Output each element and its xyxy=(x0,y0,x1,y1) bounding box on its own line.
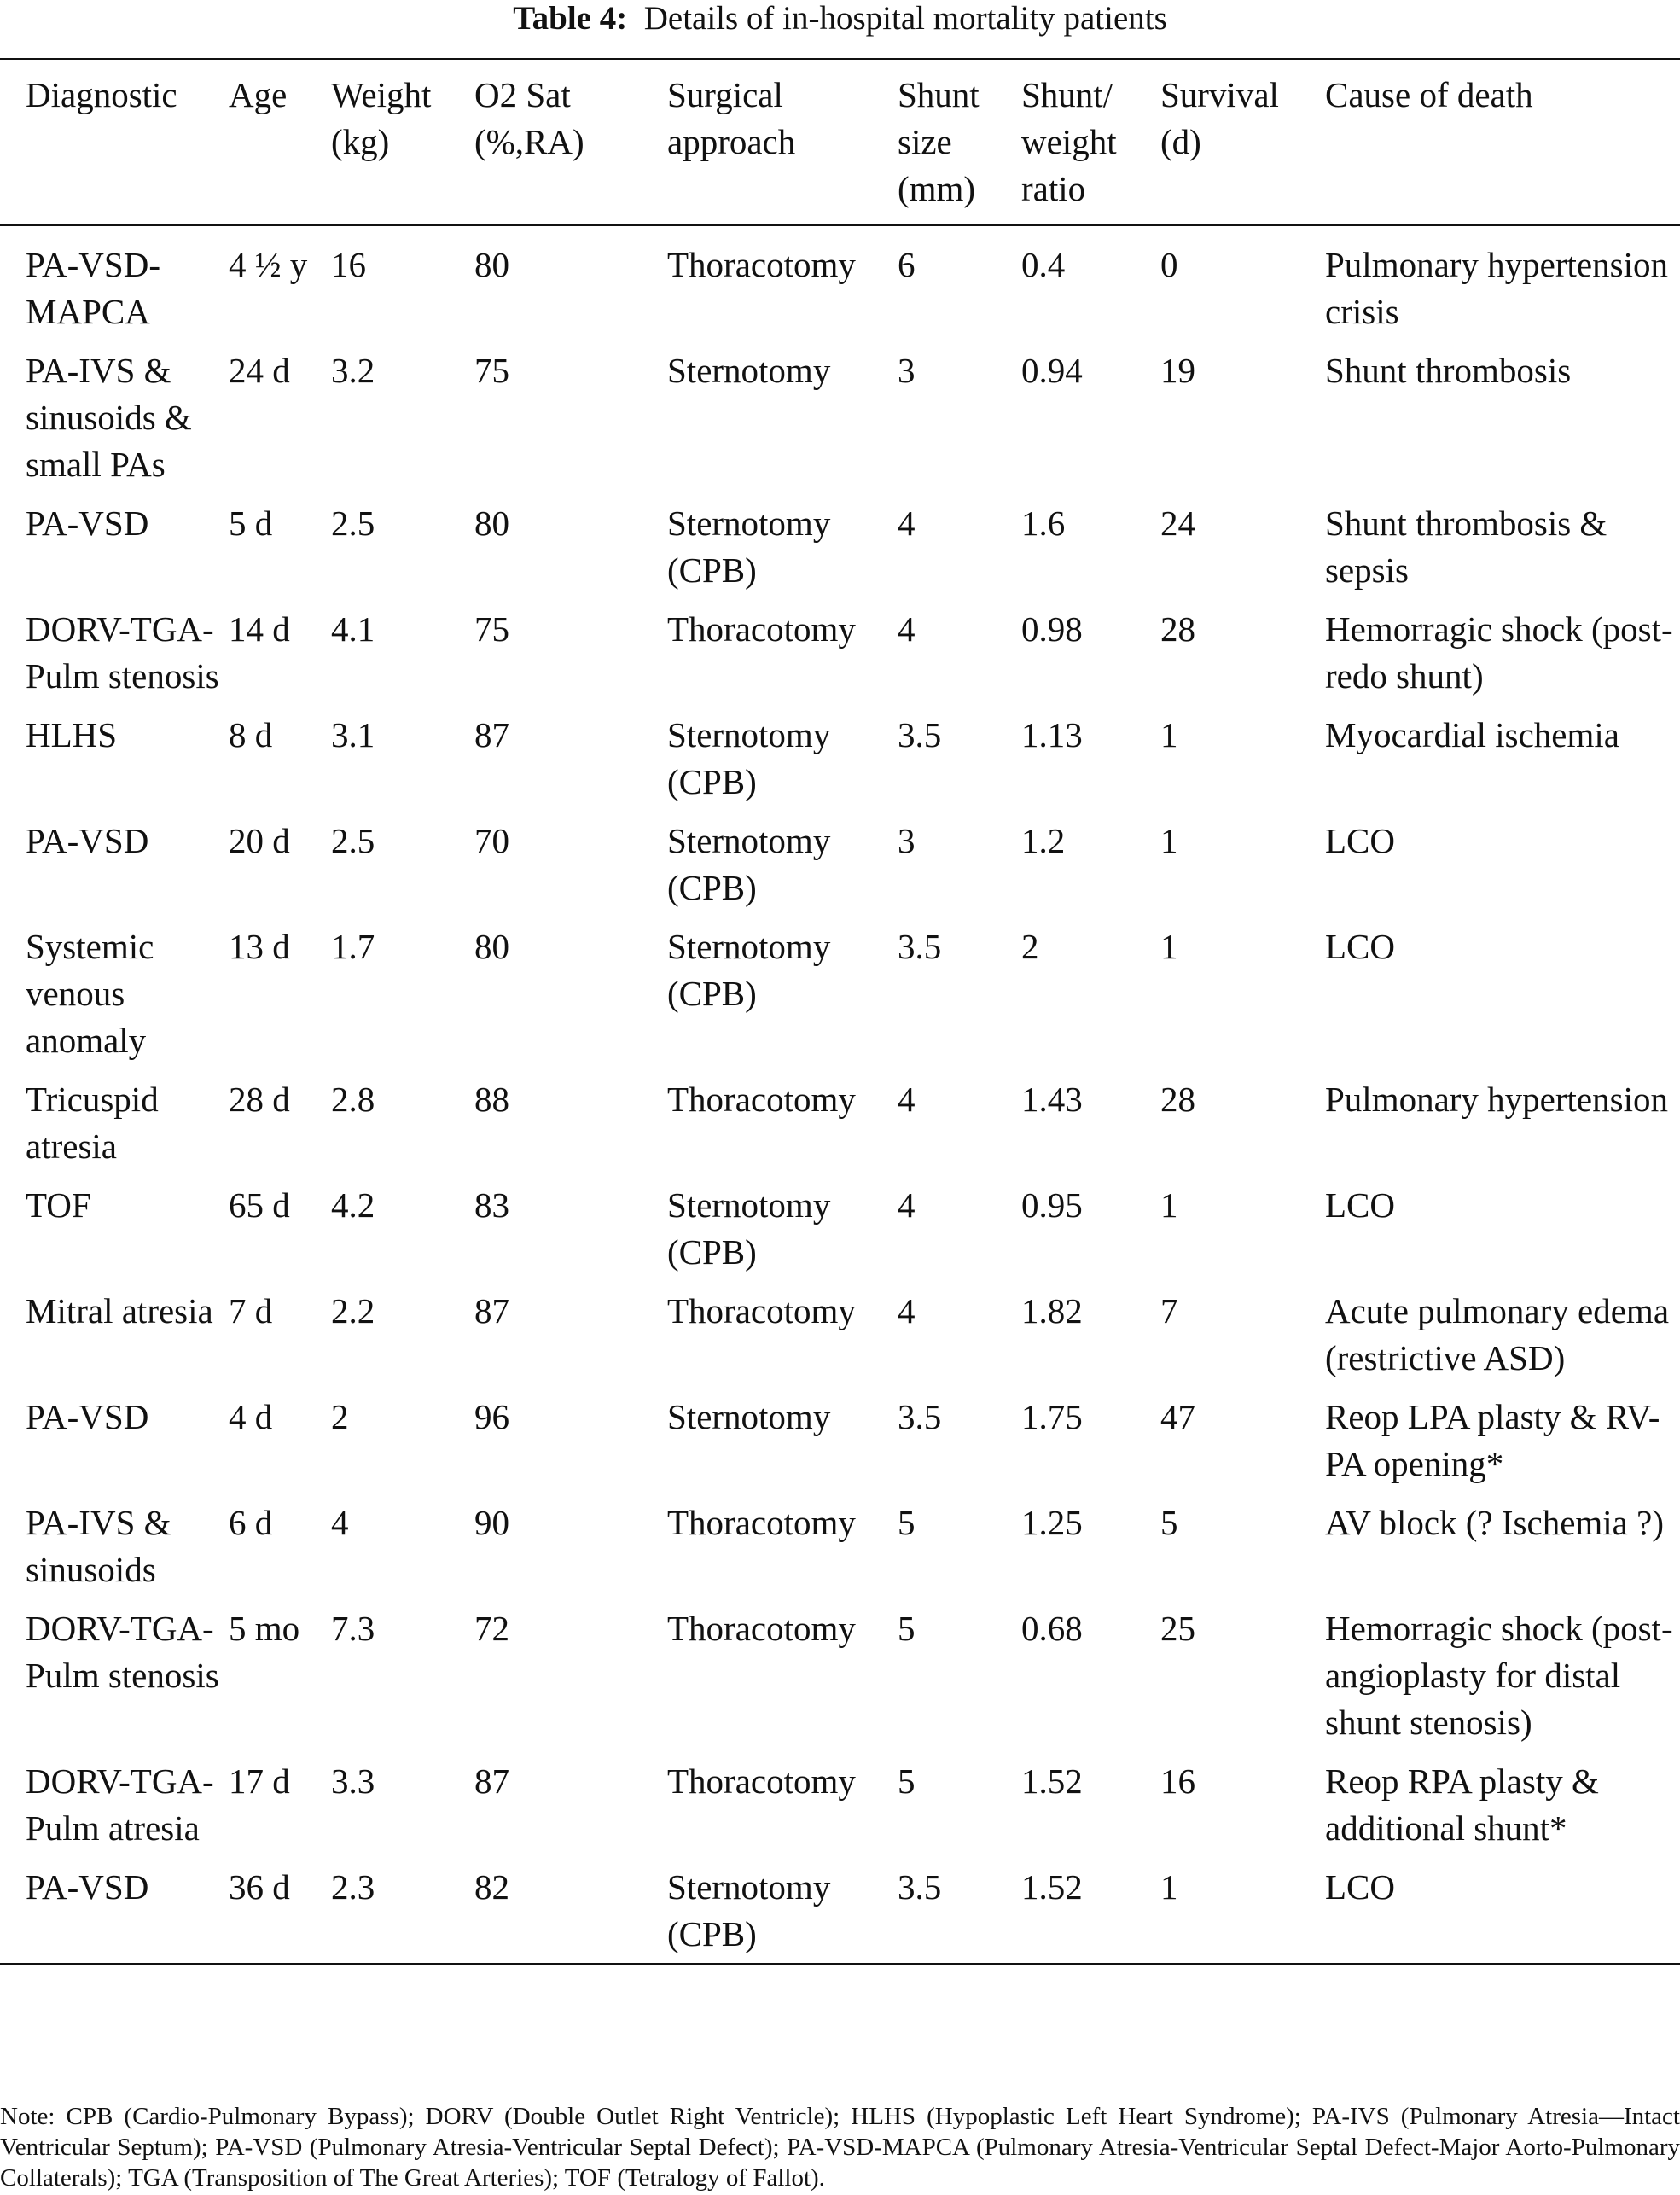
cell-diagnostic: DORV-TGA-Pulm stenosis xyxy=(26,1609,219,1695)
cell-weight: 1.7 xyxy=(331,927,375,966)
cell-diagnostic: Mitral atresia xyxy=(26,1291,213,1330)
table-row xyxy=(0,1176,1680,1282)
table-row xyxy=(0,917,1680,1070)
cell-diagnostic: HLHS xyxy=(26,715,118,754)
cell-weight: 7.3 xyxy=(331,1609,375,1648)
cell-o2-sat: 75 xyxy=(474,351,509,390)
cell-shunt-size: 4 xyxy=(898,1080,916,1119)
table-header xyxy=(0,59,1680,225)
cell-o2-sat: 70 xyxy=(474,821,509,860)
cell-diagnostic: PA-IVS & sinusoids xyxy=(26,1503,171,1589)
cell-shunt-size: 6 xyxy=(898,245,916,284)
cell-shunt-size: 3 xyxy=(898,351,916,390)
cell-survival: 25 xyxy=(1160,1609,1195,1648)
table-body xyxy=(0,225,1680,1964)
cell-age: 28 d xyxy=(229,1080,290,1119)
cell-shunt-weight-ratio: 1.43 xyxy=(1021,1080,1083,1119)
cell-diagnostic: PA-IVS & sinusoids & small PAs xyxy=(26,351,192,484)
cell-age: 13 d xyxy=(229,927,290,966)
cell-survival: 1 xyxy=(1160,927,1178,966)
cell-survival: 28 xyxy=(1160,1080,1195,1119)
header-o2-sat: O2 Sat (%,RA) xyxy=(474,75,584,161)
cell-surgical-approach: Sternotomy (CPB) xyxy=(667,927,831,1013)
cell-weight: 16 xyxy=(331,245,366,284)
cell-shunt-size: 5 xyxy=(898,1503,916,1542)
cell-shunt-size: 3.5 xyxy=(898,1867,942,1907)
table-row xyxy=(0,1599,1680,1752)
cell-shunt-weight-ratio: 1.6 xyxy=(1021,504,1066,543)
cell-shunt-weight-ratio: 1.75 xyxy=(1021,1397,1083,1436)
cell-surgical-approach: Sternotomy (CPB) xyxy=(667,1185,831,1272)
cell-survival: 16 xyxy=(1160,1761,1195,1801)
cell-o2-sat: 80 xyxy=(474,245,509,284)
cell-age: 5 mo xyxy=(229,1609,300,1648)
cell-o2-sat: 80 xyxy=(474,504,509,543)
cell-shunt-size: 4 xyxy=(898,1185,916,1225)
cell-o2-sat: 87 xyxy=(474,1761,509,1801)
cell-surgical-approach: Sternotomy (CPB) xyxy=(667,504,831,590)
cell-age: 36 d xyxy=(229,1867,290,1907)
cell-shunt-size: 4 xyxy=(898,504,916,543)
cell-o2-sat: 83 xyxy=(474,1185,509,1225)
cell-shunt-weight-ratio: 1.25 xyxy=(1021,1503,1083,1542)
cell-shunt-size: 4 xyxy=(898,609,916,649)
cell-weight: 2.2 xyxy=(331,1291,375,1330)
cell-survival: 28 xyxy=(1160,609,1195,649)
cell-diagnostic: PA-VSD xyxy=(26,504,149,543)
cell-shunt-size: 5 xyxy=(898,1609,916,1648)
cell-shunt-weight-ratio: 1.2 xyxy=(1021,821,1066,860)
cell-o2-sat: 87 xyxy=(474,715,509,754)
cell-o2-sat: 88 xyxy=(474,1080,509,1119)
cell-shunt-size: 3.5 xyxy=(898,715,942,754)
cell-shunt-size: 3.5 xyxy=(898,1397,942,1436)
cell-survival: 1 xyxy=(1160,821,1178,860)
cell-diagnostic: TOF xyxy=(26,1185,91,1225)
cell-shunt-weight-ratio: 0.95 xyxy=(1021,1185,1083,1225)
cell-o2-sat: 75 xyxy=(474,609,509,649)
cell-diagnostic: DORV-TGA-Pulm stenosis xyxy=(26,609,219,696)
table-row xyxy=(0,1493,1680,1599)
cell-weight: 2.5 xyxy=(331,504,375,543)
cell-survival: 19 xyxy=(1160,351,1195,390)
cell-age: 14 d xyxy=(229,609,290,649)
cell-age: 65 d xyxy=(229,1185,290,1225)
cell-survival: 7 xyxy=(1160,1291,1178,1330)
table-row xyxy=(0,1858,1680,1964)
cell-cause-of-death: Pulmonary hypertension xyxy=(1325,1080,1668,1119)
cell-survival: 47 xyxy=(1160,1397,1195,1436)
cell-shunt-weight-ratio: 1.13 xyxy=(1021,715,1083,754)
table-row xyxy=(0,341,1680,494)
cell-age: 20 d xyxy=(229,821,290,860)
cell-surgical-approach: Thoracotomy xyxy=(667,1609,856,1648)
cell-surgical-approach: Thoracotomy xyxy=(667,609,856,649)
table-row xyxy=(0,1282,1680,1388)
cell-age: 4 ½ y xyxy=(229,245,308,284)
cell-o2-sat: 82 xyxy=(474,1867,509,1907)
cell-shunt-weight-ratio: 0.4 xyxy=(1021,245,1066,284)
cell-cause-of-death: Shunt thrombosis & sepsis xyxy=(1325,504,1607,590)
cell-diagnostic: PA-VSD xyxy=(26,1867,149,1907)
cell-weight: 2.8 xyxy=(331,1080,375,1119)
table-caption xyxy=(0,0,1680,48)
cell-surgical-approach: Sternotomy xyxy=(667,1397,831,1436)
cell-cause-of-death: LCO xyxy=(1325,927,1395,966)
cell-cause-of-death: Reop RPA plasty & additional shunt* xyxy=(1325,1761,1599,1848)
cell-age: 7 d xyxy=(229,1291,273,1330)
cell-weight: 4.2 xyxy=(331,1185,375,1225)
table-caption-label: Table 4: xyxy=(513,0,628,37)
cell-cause-of-death: Acute pulmonary edema (restrictive ASD) xyxy=(1325,1291,1670,1377)
cell-survival: 5 xyxy=(1160,1503,1178,1542)
cell-age: 6 d xyxy=(229,1503,273,1542)
cell-age: 24 d xyxy=(229,351,290,390)
cell-o2-sat: 87 xyxy=(474,1291,509,1330)
cell-surgical-approach: Thoracotomy xyxy=(667,1761,856,1801)
cell-surgical-approach: Sternotomy (CPB) xyxy=(667,821,831,907)
header-cause-of-death: Cause of death xyxy=(1325,75,1533,114)
cell-cause-of-death: LCO xyxy=(1325,1185,1395,1225)
cell-diagnostic: Tricuspid atresia xyxy=(26,1080,159,1166)
table-row xyxy=(0,1070,1680,1176)
cell-age: 5 d xyxy=(229,504,273,543)
cell-shunt-weight-ratio: 1.82 xyxy=(1021,1291,1083,1330)
cell-weight: 3.3 xyxy=(331,1761,375,1801)
cell-weight: 4.1 xyxy=(331,609,375,649)
cell-survival: 1 xyxy=(1160,1867,1178,1907)
cell-surgical-approach: Thoracotomy xyxy=(667,1080,856,1119)
cell-surgical-approach: Sternotomy (CPB) xyxy=(667,715,831,801)
cell-shunt-weight-ratio: 0.98 xyxy=(1021,609,1083,649)
header-age: Age xyxy=(229,75,288,114)
header-shunt-size: Shunt size (mm) xyxy=(898,75,980,208)
table-row xyxy=(0,1388,1680,1493)
cell-o2-sat: 96 xyxy=(474,1397,509,1436)
cell-cause-of-death: Pulmonary hypertension crisis xyxy=(1325,245,1668,331)
cell-cause-of-death: AV block (? Ischemia ?) xyxy=(1325,1503,1664,1542)
table-row xyxy=(0,706,1680,812)
cell-cause-of-death: Reop LPA plasty & RV-PA opening* xyxy=(1325,1397,1660,1483)
mortality-table xyxy=(0,58,1680,1965)
table-row xyxy=(0,494,1680,600)
cell-shunt-size: 3.5 xyxy=(898,927,942,966)
table-row xyxy=(0,1752,1680,1858)
cell-cause-of-death: Hemorragic shock (post-redo shunt) xyxy=(1325,609,1673,696)
cell-surgical-approach: Thoracotomy xyxy=(667,1291,856,1330)
cell-shunt-size: 4 xyxy=(898,1291,916,1330)
cell-surgical-approach: Sternotomy (CPB) xyxy=(667,1867,831,1953)
table-row xyxy=(0,225,1680,341)
table-row xyxy=(0,812,1680,917)
cell-survival: 24 xyxy=(1160,504,1195,543)
cell-weight: 3.1 xyxy=(331,715,375,754)
cell-shunt-weight-ratio: 1.52 xyxy=(1021,1761,1083,1801)
cell-survival: 1 xyxy=(1160,715,1178,754)
cell-diagnostic: DORV-TGA-Pulm atresia xyxy=(26,1761,214,1848)
cell-cause-of-death: Myocardial ischemia xyxy=(1325,715,1619,754)
cell-shunt-weight-ratio: 2 xyxy=(1021,927,1039,966)
table-row xyxy=(0,600,1680,706)
cell-cause-of-death: Hemorragic shock (post-angioplasty for distal shunt stenosis) xyxy=(1325,1609,1673,1742)
cell-diagnostic: Systemic venous anomaly xyxy=(26,927,154,1060)
cell-o2-sat: 90 xyxy=(474,1503,509,1542)
cell-diagnostic: PA-VSD xyxy=(26,1397,149,1436)
cell-survival: 0 xyxy=(1160,245,1178,284)
cell-weight: 4 xyxy=(331,1503,349,1542)
table-note: Note: CPB (Cardio-Pulmonary Bypass); DORV (Double Outlet Right Ventricle); HLHS (Hypoplastic Left Heart Syndrome); PA-IVS (Pulmonary Atresia—Intact Ventricular Septum); PA-VSD (Pulmonary Atresia-Ventricular Septal Defect); PA-VSD-MAPCA (Pulmonary Atresia-Ventricular Septal Defect-Major Aorto-Pulmonary Collaterals); TGA (Transposition of The Great Arteries); TOF (Tetralogy of Fallot). xyxy=(0,2103,1680,2192)
header-shunt-weight-ratio: Shunt/ weight ratio xyxy=(1021,75,1117,208)
header-survival: Survival (d) xyxy=(1160,75,1279,161)
cell-age: 17 d xyxy=(229,1761,290,1801)
cell-age: 4 d xyxy=(229,1397,273,1436)
cell-surgical-approach: Thoracotomy xyxy=(667,1503,856,1542)
cell-cause-of-death: Shunt thrombosis xyxy=(1325,351,1572,390)
cell-shunt-size: 3 xyxy=(898,821,916,860)
cell-cause-of-death: LCO xyxy=(1325,1867,1395,1907)
cell-weight: 2.3 xyxy=(331,1867,375,1907)
cell-o2-sat: 72 xyxy=(474,1609,509,1648)
cell-o2-sat: 80 xyxy=(474,927,509,966)
cell-shunt-weight-ratio: 1.52 xyxy=(1021,1867,1083,1907)
cell-age: 8 d xyxy=(229,715,273,754)
cell-shunt-weight-ratio: 0.94 xyxy=(1021,351,1083,390)
header-row xyxy=(0,59,1680,225)
header-diagnostic: Diagnostic xyxy=(26,75,177,114)
cell-weight: 2 xyxy=(331,1397,349,1436)
cell-diagnostic: PA-VSD xyxy=(26,821,149,860)
cell-shunt-weight-ratio: 0.68 xyxy=(1021,1609,1083,1648)
cell-surgical-approach: Thoracotomy xyxy=(667,245,856,284)
cell-survival: 1 xyxy=(1160,1185,1178,1225)
table-caption-text: Details of in-hospital mortality patients xyxy=(643,0,1167,37)
cell-surgical-approach: Sternotomy xyxy=(667,351,831,390)
header-surgical-approach: Surgical approach xyxy=(667,75,796,161)
cell-weight: 2.5 xyxy=(331,821,375,860)
cell-diagnostic: PA-VSD-MAPCA xyxy=(26,245,160,331)
cell-weight: 3.2 xyxy=(331,351,375,390)
cell-shunt-size: 5 xyxy=(898,1761,916,1801)
cell-cause-of-death: LCO xyxy=(1325,821,1395,860)
header-weight: Weight (kg) xyxy=(331,75,432,161)
